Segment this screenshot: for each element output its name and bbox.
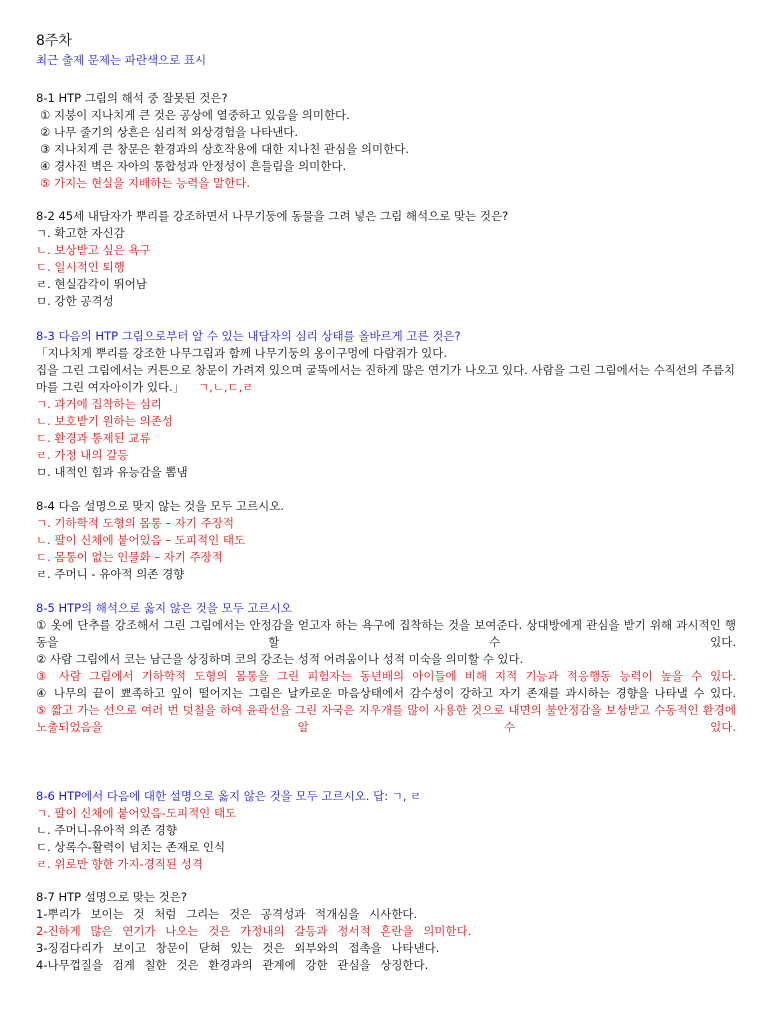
- option: ㅁ. 강한 공격성: [36, 294, 114, 308]
- option: ㄷ. 환경과 통제된 교류: [36, 431, 151, 445]
- option: ㄴ. 보상받고 싶은 욕구: [36, 243, 151, 257]
- question-8-7: [36, 889, 736, 974]
- page-title: 8주차: [36, 33, 72, 49]
- question-text: 8-2 45세 내담자가 뿌리를 강조하면서 나무기둥에 동물을 그려 넣은 그림 해석으로 맞는 것은?: [36, 209, 509, 223]
- quote-line: 「지나치게 뿌리를 강조한 나무그림과 함께 나무기둥의 옹이구멍에 다람쥐가 있다.: [36, 346, 447, 360]
- option: ㄱ. 과거에 집착하는 심리: [36, 397, 162, 411]
- question-text: 8-4 다음 설명으로 맞지 않는 것을 모두 고르시오.: [36, 499, 284, 513]
- option: ㄱ. 팔이 신체에 붙어있음-도피적인 태도: [36, 806, 237, 820]
- question-8-2: [36, 208, 736, 310]
- option: ㄹ. 위로만 향한 가지-경직된 성격: [36, 857, 203, 871]
- option: ㄴ. 팔이 신체에 붙어있음 – 도피적인 태도: [36, 533, 246, 547]
- legend-note: 최근 출제 문제는 파란색으로 표시: [36, 53, 207, 67]
- option: ② 나무 줄기의 상흔은 심리적 외상경험을 나타낸다.: [40, 125, 299, 139]
- option: ⑤ 가지는 현실을 지배하는 능력을 말한다.: [40, 176, 250, 190]
- option: 1-뿌리가 보이는 것 처럼 그리는 것은 공격성과 적개심을 시사한다.: [36, 907, 418, 921]
- option: ③ 지나치게 큰 창문은 환경과의 상호작용에 대한 지나친 관심을 의미한다.: [40, 142, 410, 156]
- option: ㄴ. 주머니-유아적 의존 경향: [36, 823, 177, 837]
- option: 4-나무껍질을 검게 칠한 것은 환경과의 관계에 강한 관심을 상징한다.: [36, 958, 429, 972]
- option: ㄷ. 일시적인 퇴행: [36, 260, 125, 274]
- option: ④ 나무의 끝이 뾰족하고 잎이 떨어지는 그림은 날카로운 마음상태에서 감수성이 강하고 자기 존재를 과시하는 경향을 나타낼 수 있다.: [36, 686, 736, 700]
- option: ② 사람 그림에서 코는 남근을 상징하며 코의 강조는 성적 어려움이나 성적 미숙을 의미할 수 있다.: [36, 652, 524, 666]
- question-text: 8-5 HTP의 해석으로 옳지 않은 것을 모두 고르시오: [36, 601, 292, 615]
- quote-text: 집을 그린 그림에서는 커튼으로 창문이 가려져 있으며 굴뚝에서는 진하게 많은 연기가 나오고 있다. 사람을 그린 그림에서는 수직선의 주름치마를 그린 여자아이가 있다.」: [36, 363, 736, 394]
- option: ㄹ. 현실감각이 뛰어남: [36, 277, 147, 291]
- option: ㄷ. 상록수-활력이 넘치는 존재로 인식: [36, 840, 226, 854]
- question-8-3: [36, 328, 736, 481]
- option: ⑤ 짧고 가는 선으로 여러 번 덧칠을 하여 윤곽선을 그린 자국은 지우개를 많이 사용한 것으로 내면의 불안정감을 보상받고 수동적인 환경에 노출되었음을 알 수 있다.: [36, 703, 736, 734]
- option: ㄷ. 몸통이 없는 인물화 – 자기 주장적: [36, 550, 223, 564]
- option: 2-진하게 많은 연기가 나오는 것은 가정내의 갈등과 정서적 혼란을 의미한다.: [36, 924, 472, 938]
- question-8-6: [36, 788, 736, 873]
- option: ㄱ. 확고한 자신감: [36, 226, 125, 240]
- option: ㄹ. 가정 내의 갈등: [36, 448, 129, 462]
- option: ③ 사람 그림에서 기하학적 도형의 몸통을 그린 피험자는 동년배의 아이들에 비해 지적 기능과 적응행동 능력이 높을 수 있다.: [36, 669, 736, 683]
- option: ㄴ. 보호받기 원하는 의존성: [36, 414, 173, 428]
- question-8-5: [36, 600, 736, 736]
- question-8-4: [36, 498, 736, 583]
- question-8-1: [36, 90, 736, 192]
- option: 3-징검다리가 보이고 창문이 닫혀 있는 것은 외부와의 접촉을 나타낸다.: [36, 941, 440, 955]
- option: ㄱ. 기하학적 도형의 몸통 – 자기 주장적: [36, 516, 234, 530]
- question-text: 8-7 HTP 설명으로 맞는 것은?: [36, 890, 187, 904]
- question-text: 8-3 다음의 HTP 그림으로부터 알 수 있는 내담자의 심리 상태를 올바르게 고른 것은?: [36, 329, 461, 343]
- question-text: 8-6 HTP에서 다음에 대한 설명으로 옳지 않은 것을 모두 고르시오. 답: ㄱ, ㄹ: [36, 789, 422, 803]
- option: ① 옷에 단추를 강조해서 그린 그림에서는 안정감을 얻고자 하는 욕구에 집착하는 것을 보여준다. 상대방에게 관심을 받기 위해 과시적인 행동을 할 수 있다.: [36, 618, 736, 649]
- question-text: 8-1 HTP 그림의 해석 중 잘못된 것은?: [36, 91, 228, 105]
- option: ㅁ. 내적인 힘과 유능감을 뽐냄: [36, 465, 188, 479]
- option: ① 지붕이 지나치게 큰 것은 공상에 열중하고 있음을 의미한다.: [40, 108, 350, 122]
- answer-text: ㄱ,ㄴ,ㄷ,ㄹ: [197, 380, 254, 394]
- option: ㄹ. 주머니 - 유아적 의존 경향: [36, 567, 185, 581]
- option: ④ 경사진 벽은 자아의 통합성과 안정성이 흔들림을 의미한다.: [40, 159, 347, 173]
- quote-paragraph: [36, 362, 736, 396]
